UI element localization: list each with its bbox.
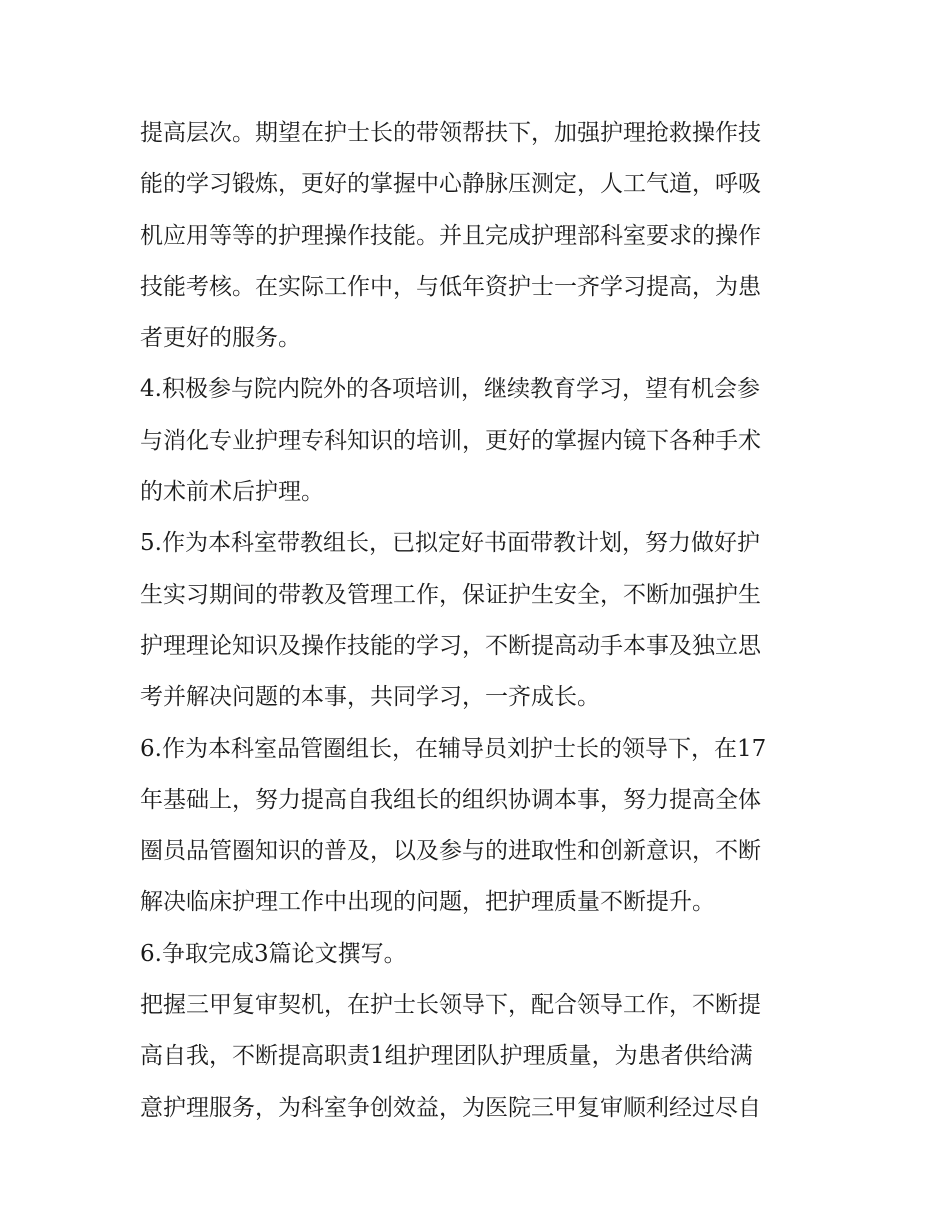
text-line: 考并解决问题的本事，共同学习，一齐成长。 xyxy=(140,684,600,711)
document-body xyxy=(140,108,812,1134)
text-line: 提高层次。期望在护士长的带领帮扶下，加强护理抢救操作技 xyxy=(140,120,761,146)
text-line: 6.争取完成3篇论文撰写。 xyxy=(140,940,407,967)
text-line: 高自我，不断提高职责1组护理团队护理质量，为患者供给满 xyxy=(140,1043,753,1070)
text-line: 4.积极参与院内院外的各项培训，继续教育学习，望有机会参 xyxy=(140,376,760,403)
text-line: 机应用等等的护理操作技能。并且完成护理部科室要求的操作 xyxy=(140,222,761,249)
text-line: 护理理论知识及操作技能的学习，不断提高动手本事及独立思 xyxy=(140,632,761,659)
paragraph-item-5 xyxy=(140,518,812,723)
text-line: 者更好的服务。 xyxy=(140,325,301,352)
paragraph-item-4 xyxy=(140,364,812,518)
text-line: 把握三甲复审契机，在护士长领导下，配合领导工作，不断提 xyxy=(140,992,761,1019)
text-line: 年基础上，努力提高自我组长的组织协调本事，努力提高全体 xyxy=(140,786,761,813)
text-line: 5.作为本科室带教组长，已拟定好书面带教计划，努力做好护 xyxy=(140,530,760,557)
text-line: 圈员品管圈知识的普及，以及参与的进取性和创新意识，不断 xyxy=(140,838,761,865)
paragraph-continuation xyxy=(140,108,812,364)
text-line: 6.作为本科室品管圈组长，在辅导员刘护士长的领导下，在17 xyxy=(140,735,767,762)
text-line: 解决临床护理工作中出现的问题，把护理质量不断提升。 xyxy=(140,889,715,916)
text-line: 生实习期间的带教及管理工作，保证护生安全，不断加强护生 xyxy=(140,581,761,608)
paragraph-summary xyxy=(140,980,812,1134)
text-line: 与消化专业护理专科知识的培训，更好的掌握内镜下各种手术 xyxy=(140,427,761,454)
text-line: 技能考核。在实际工作中，与低年资护士一齐学习提高，为患 xyxy=(140,273,761,300)
paragraph-item-6a xyxy=(140,724,812,929)
text-line: 的术前术后护理。 xyxy=(140,479,324,506)
paragraph-item-6b xyxy=(140,929,812,980)
text-line: 意护理服务，为科室争创效益，为医院三甲复审顺利经过尽自 xyxy=(140,1094,761,1121)
text-line: 能的学习锻炼，更好的掌握中心静脉压测定，人工气道，呼吸 xyxy=(140,171,761,198)
